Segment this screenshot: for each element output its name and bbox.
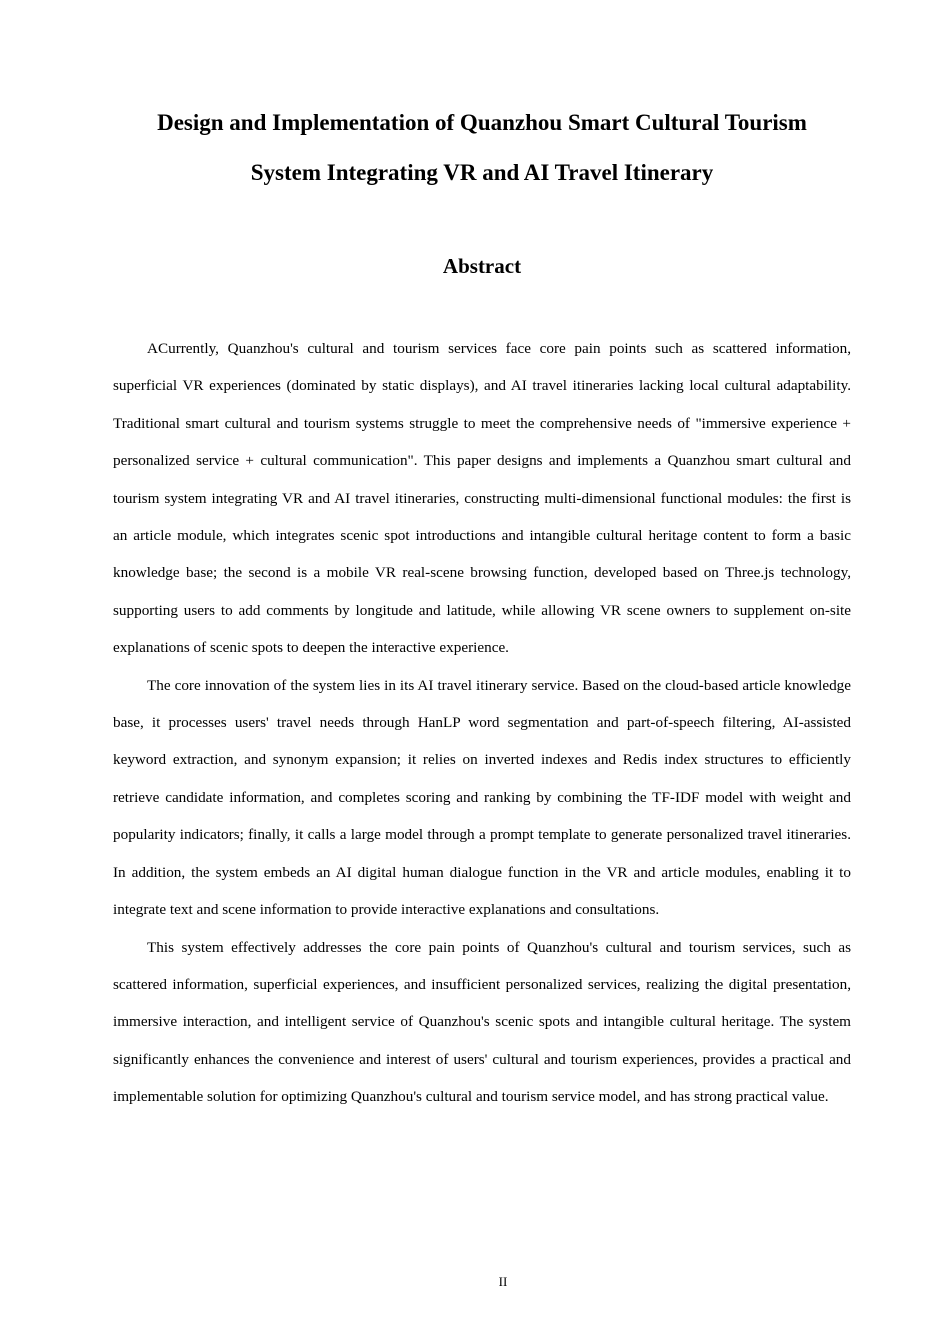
abstract-paragraph-3: This system effectively addresses the core pain points of Quanzhou's cultural and tourism services, such as scattered information, superficial experiences, and insufficient personalized services, realizing the digital presentation, immersive interaction, and intelligent service of Quanzhou's scenic spots and intangible cultural heritage. The system significantly enhances the convenience and interest of users' cultural and tourism experiences, provides a practical and implementable solution for optimizing Quanzhou's cultural and tourism service model, and has strong practical value. — [113, 938, 851, 1106]
abstract-body — [113, 330, 851, 1116]
abstract-heading: Abstract — [442, 254, 522, 278]
abstract-paragraph-1: ACurrently, Quanzhou's cultural and tourism services face core pain points such as scattered information, superficial VR experiences (dominated by static displays), and AI travel itineraries lacking local cultural adaptability. Traditional smart cultural and tourism systems struggle to meet the comprehensive needs of "immersive experience + personalized service + cultural communication". This paper designs and implements a Quanzhou smart cultural and tourism system integrating VR and AI travel itineraries, constructing multi-dimensional functional modules: the first is an article module, which integrates scenic spot introductions and intangible cultural heritage content to form a basic knowledge base; the second is a mobile VR real-scene browsing function, developed based on Three.js technology, supporting users to add comments by longitude and latitude, while allowing VR scene owners to supplement on-site explanations of scenic spots to deepen the interactive experience. — [113, 340, 851, 657]
abstract-paragraph-2: The core innovation of the system lies in its AI travel itinerary service. Based on the cloud-based article knowledge base, it processes users' travel needs through HanLP word segmentation and part-of-speech filtering, AI-assisted keyword extraction, and synonym expansion; it relies on inverted indexes and Redis index structures to efficiently retrieve candidate information, and completes scoring and ranking by combining the TF-IDF model with weight and popularity indicators; finally, it calls a large model through a prompt template to generate personalized travel itineraries. In addition, the system embeds an AI digital human dialogue function in the VR and article modules, enabling it to integrate text and scene information to provide interactive explanations and consultations. — [113, 676, 851, 919]
paper-title — [0, 98, 950, 198]
page-number: II — [498, 1274, 508, 1289]
title-line-2: System Integrating VR and AI Travel Itinerary — [250, 160, 714, 185]
title-line-1: Design and Implementation of Quanzhou Smart Cultural Tourism — [157, 110, 807, 135]
